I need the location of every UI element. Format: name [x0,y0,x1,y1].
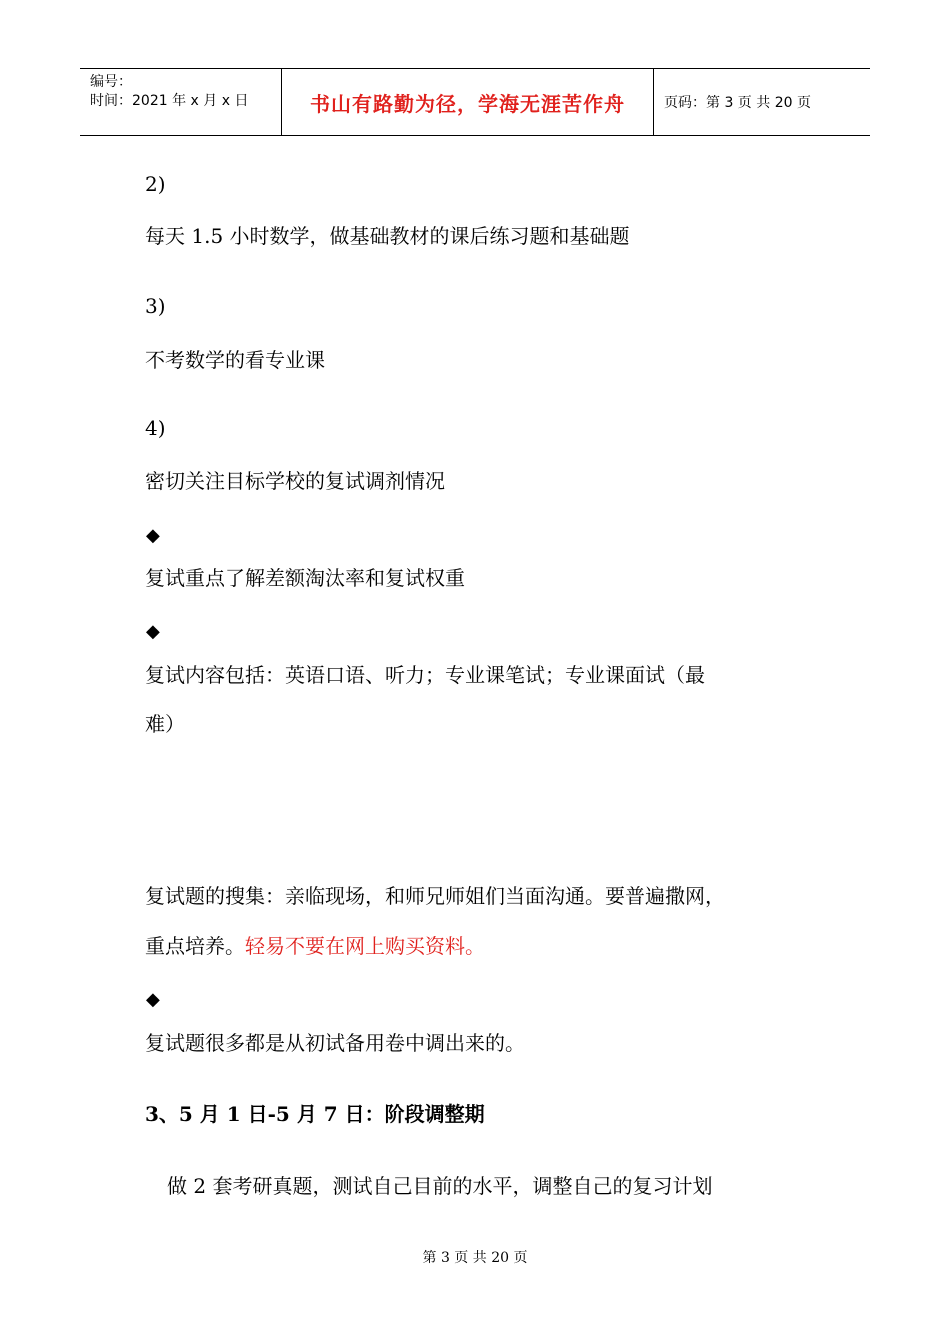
diamond-bullet-icon: ◆ [146,525,160,546]
warning-text: 轻易不要在网上购买资料。 [245,934,485,958]
bullet-text-2-line1: 复试内容包括：英语口语、听力；专业课笔试；专业课面试（最 [145,663,705,687]
paragraph-line-1: 复试题的搜集：亲临现场，和师兄师姐们当面沟通。要普遍撒网， [145,884,725,908]
diamond-bullet-icon: ◆ [146,621,160,642]
diamond-bullet-icon: ◆ [146,989,160,1010]
paragraph-line-2 [145,930,485,959]
item-text-2: 每天 1.5 小时数学，做基础教材的课后练习题和基础题 [145,224,630,248]
section-text: 做 2 套考研真题，测试自己目前的水平，调整自己的复习计划 [167,1174,713,1198]
date-label: 时间：2021 年 x 月 x 日 [90,93,249,109]
header-motto-cell [282,69,654,135]
page-footer: 第 3 页 共 20 页 [422,1250,528,1266]
page-header [80,68,870,136]
item-text-3: 不考数学的看专业课 [145,348,325,372]
motto: 书山有路勤为径，学海无涯苦作舟 [310,91,625,116]
header-meta [80,69,282,135]
item-text-4: 密切关注目标学校的复试调剂情况 [145,469,445,493]
page-label: 页码：第 3 页 共 20 页 [664,95,811,111]
item-number-4: 4) [145,416,166,440]
bullet-text-3: 复试题很多都是从初试备用卷中调出来的。 [145,1031,525,1055]
number-label: 编号： [90,74,132,90]
item-number-2: 2) [145,172,166,196]
item-number-3: 3) [145,294,166,318]
header-page-cell [654,69,870,135]
section-heading: 3、5 月 1 日-5 月 7 日：阶段调整期 [145,1102,485,1126]
bullet-text-2-line2: 难） [145,712,185,736]
paragraph-line-2-text: 重点培养。 [145,934,245,958]
bullet-text-1: 复试重点了解差额淘汰率和复试权重 [145,566,465,590]
